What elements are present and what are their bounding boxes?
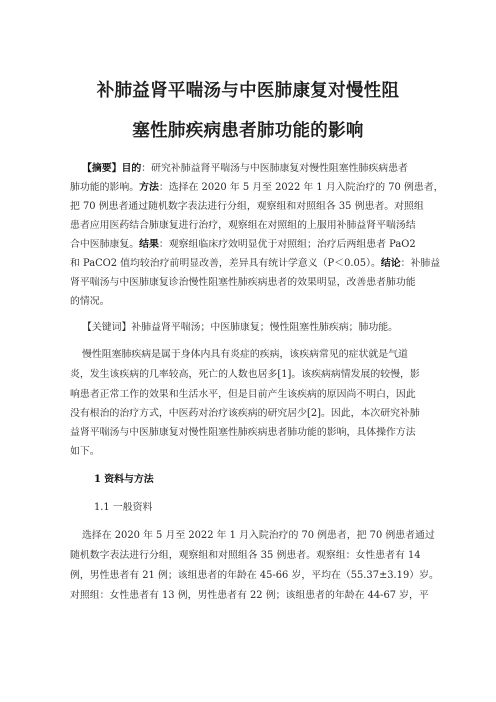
abstract-line-7: 肾平喘汤与中医肺康复诊治慢性阻塞性肺疾病患者的效果明显，改善患者肺功能	[70, 277, 416, 288]
body-line-1: 选择在 2020 年 5 月至 2022 年 1 月入院治疗的 70 例患者，把 70 例患者通过	[82, 530, 435, 541]
intro-line-6: 如下。	[70, 446, 100, 457]
body-line-4: 对照组：女性患者有 13 例，男性患者有 22 例；该组患者的年龄在 44-67 岁，平	[70, 590, 429, 601]
intro-line-2: 炎，发生该疾病的几率较高，死亡的人数也居多[1]。该疾病病情发展的较慢，影	[70, 369, 420, 380]
abstract-line-8: 的情况。	[70, 296, 110, 307]
intro-line-3: 响患者正常工作的效果和生活水平，但是目前产生该疾病的原因尚不明白，因此	[70, 389, 416, 400]
intro-line-4: 没有根治的治疗方式，中医药对治疗该疾病的研究居少[2]。因此，本次研究补肺	[70, 408, 420, 419]
abstract-line-6: 和 PaCO2 值均较治疗前明显改善，差异具有统计学意义（P＜0.05）。结论：补肺益	[70, 258, 441, 269]
abstract-line-3: 把 70 例患者通过随机数字表法进行分组，观察组和对照组各 35 例患者。对照组	[70, 201, 424, 212]
body-line-3: 例，男性患者有 21 例；该组患者的年龄在 45-66 岁，平均在（55.37±3.19）岁。	[70, 570, 439, 581]
abstract-line-2: 肺功能的影响。方法：选择在 2020 年 5 月至 2022 年 1 月入院治疗的 70 例患者，	[70, 182, 444, 193]
paper-title-line-2: 塞性肺疾病患者肺功能的影响	[132, 121, 364, 141]
paper-title-line-1: 补肺益肾平喘汤与中医肺康复对慢性阻	[96, 81, 400, 101]
abstract-label: 【摘要】	[82, 163, 122, 174]
abstract-result-label: 结果	[139, 239, 159, 250]
intro-line-5: 益肾平喘汤与中医肺康复对慢性阻塞性肺疾病患者肺功能的影响，具体操作方法	[70, 427, 416, 438]
abstract-method-label: 方法	[139, 182, 159, 193]
intro-line-1: 慢性阻塞肺疾病是属于身体内具有炎症的疾病，该疾病常见的症状就是气道	[82, 349, 408, 360]
body-line-2: 随机数字表法进行分组，观察组和对照组各 35 例患者。观察组：女性患者有 14	[70, 550, 421, 561]
section-heading-1: 1 资料与方法	[94, 474, 154, 485]
section-heading-1-1: 1.1 一般资料	[94, 502, 153, 513]
keywords-line: 【关键词】补肺益肾平喘汤；中医肺康复；慢性阻塞性肺疾病；肺功能。	[82, 322, 399, 333]
abstract-line-1: 【摘要】目的：研究补肺益肾平喘汤与中医肺康复对慢性阻塞性肺疾病患者	[82, 163, 408, 174]
abstract-conclusion-label: 结论	[380, 258, 401, 269]
abstract-line-5: 合中医肺康复。结果：观察组临床疗效明显优于对照组；治疗后两组患者 PaO2	[70, 239, 416, 250]
abstract-objective-label: 目的	[121, 163, 142, 174]
abstract-line-4: 患者应用医药结合肺康复进行治疗，观察组在对照组的上服用补肺益肾平喘汤结	[70, 220, 416, 231]
